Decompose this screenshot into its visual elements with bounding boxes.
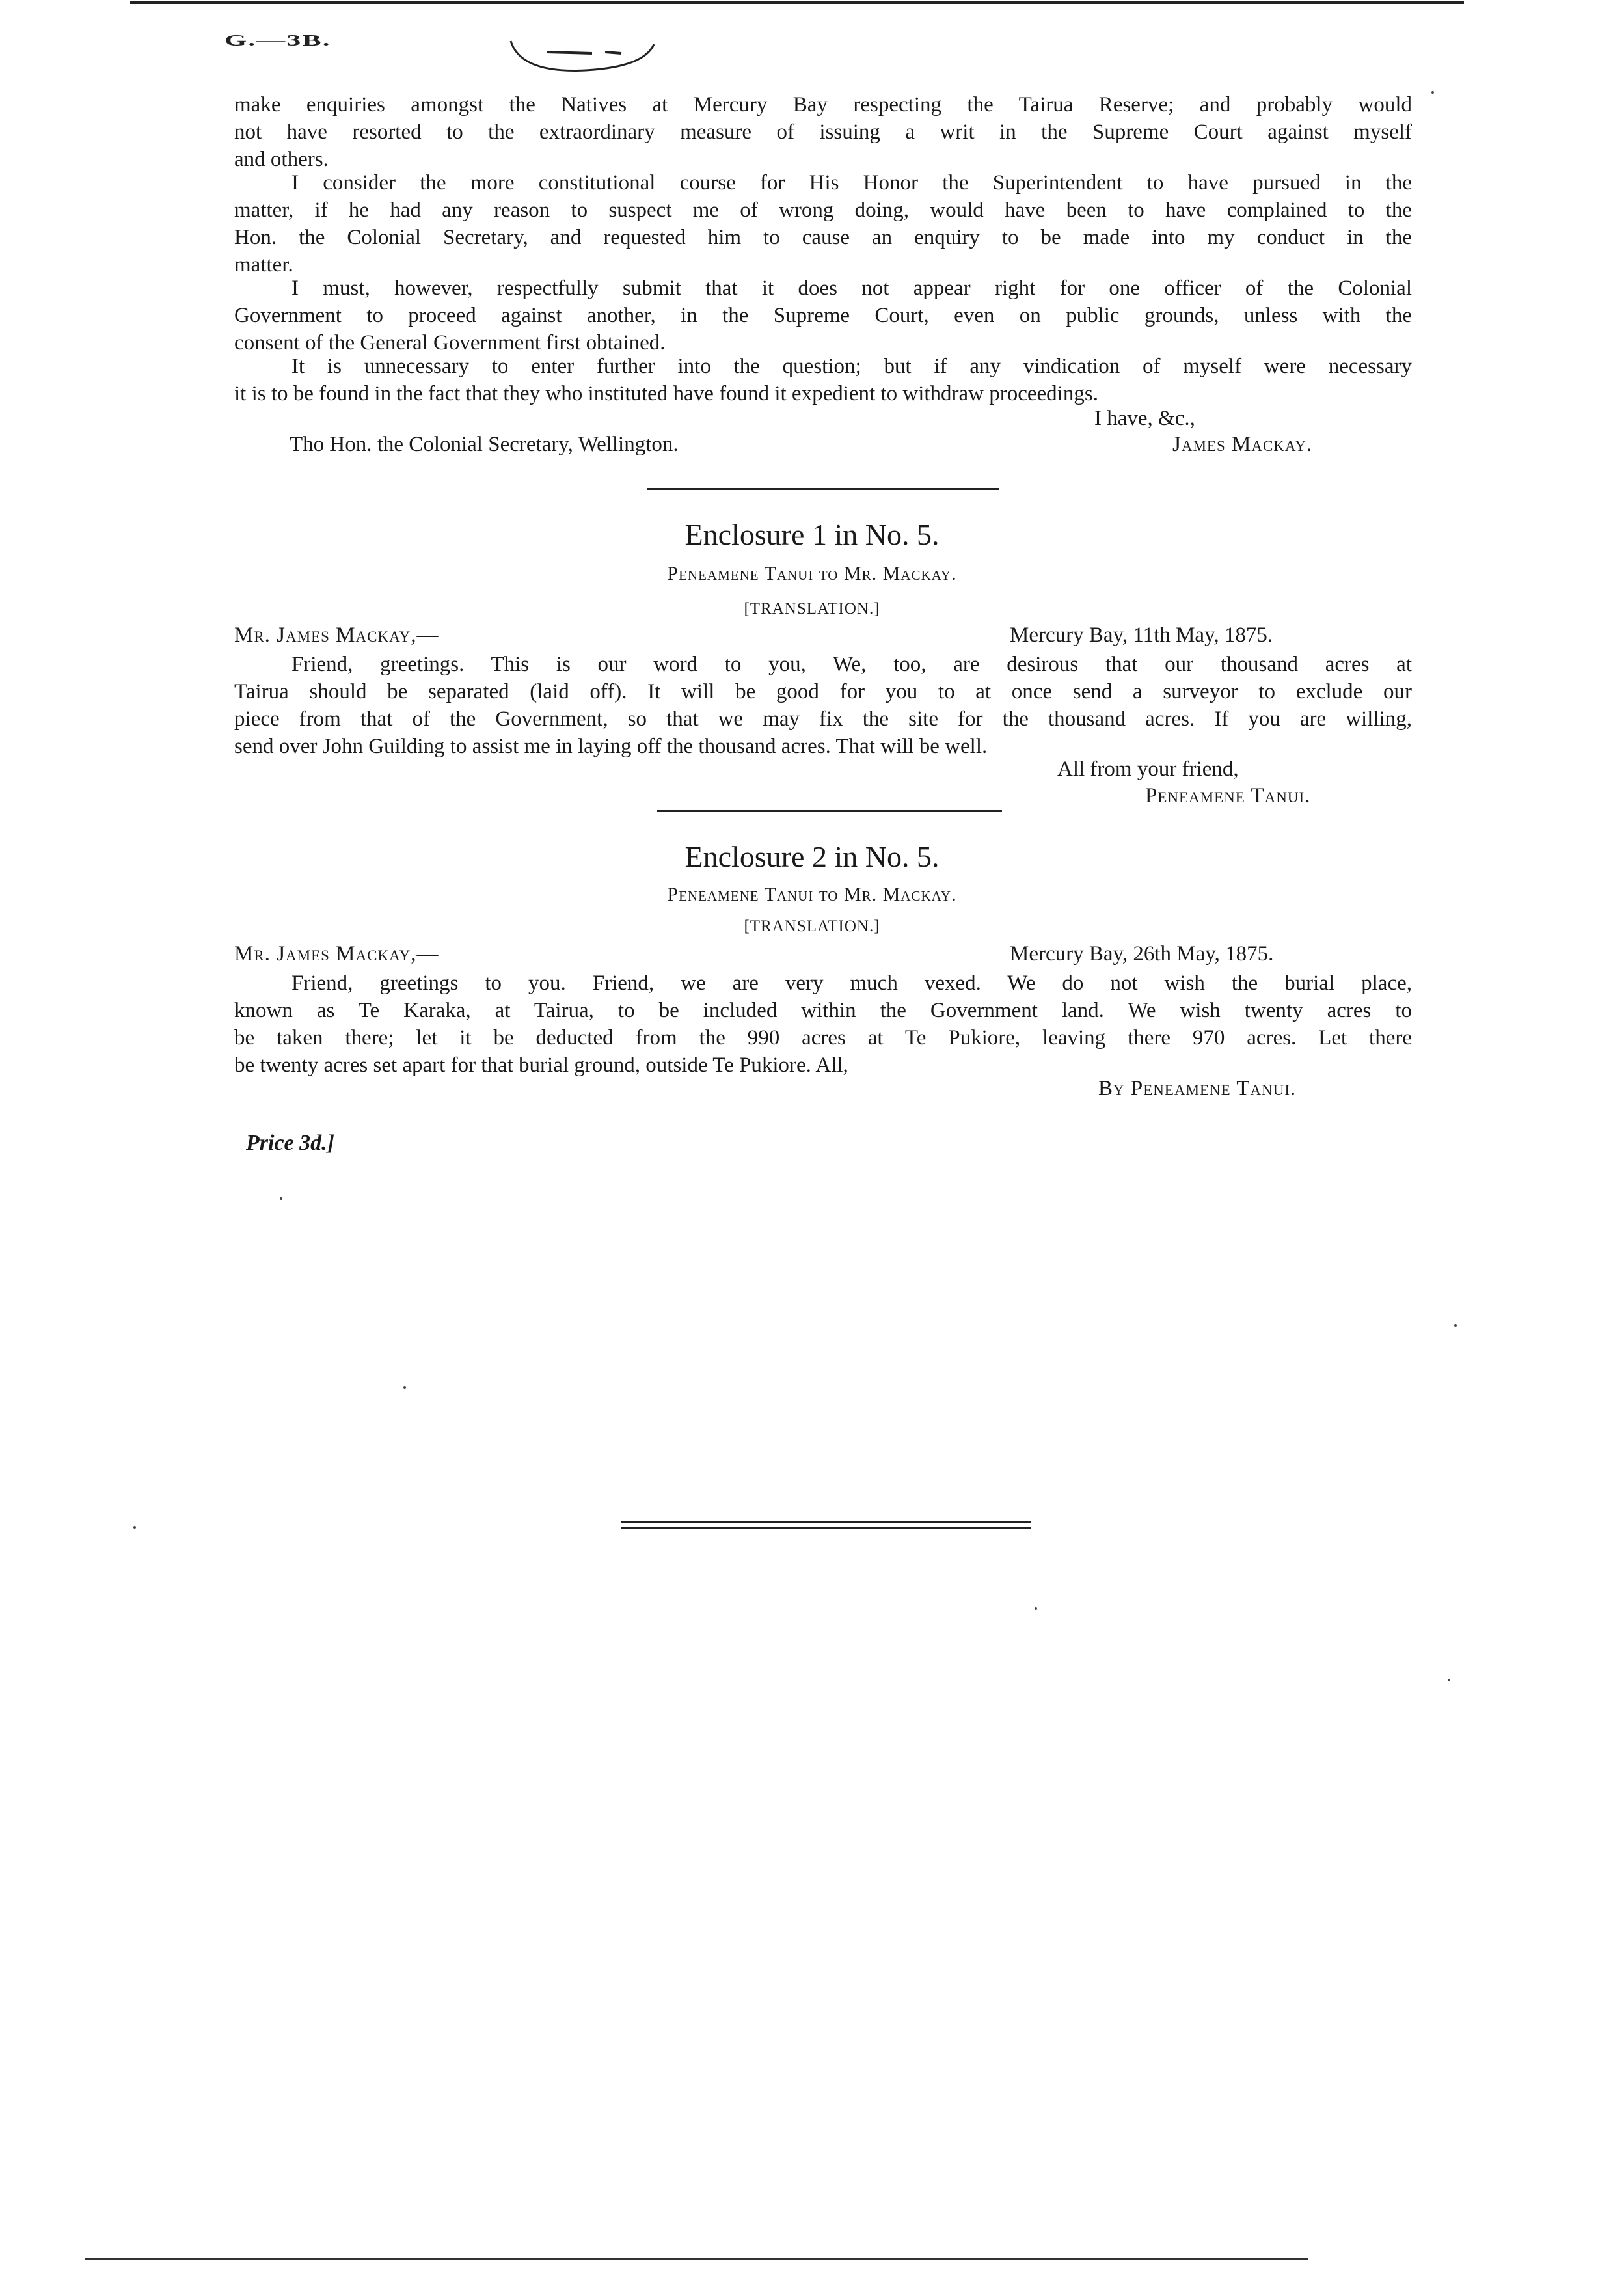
letter-addressee: Tho Hon. the Colonial Secretary, Wellington. [290, 433, 679, 456]
enclosure-1-signature: Peneamene Tanui. [1145, 784, 1311, 808]
enclosure-2-signature: By Peneamene Tanui. [1098, 1077, 1297, 1100]
scan-speck [280, 1197, 282, 1200]
enclosure-2-subtitle: Peneamene Tanui to Mr. Mackay. [667, 884, 957, 905]
enclosure-1-salutation: Mr. James Mackay,— [234, 623, 439, 647]
bottom-edge-line [85, 2258, 1308, 2260]
letter-line: consent of the General Government first obtained. [234, 331, 666, 355]
letter-line: it is to be found in the fact that they who instituted have found it expedient to withdraw proceedings. [234, 382, 1098, 405]
top-edge-line [130, 1, 1464, 4]
enclosure-2-line: be twenty acres set apart for that burial ground, outside Te Pukiore. All, [234, 1054, 848, 1077]
letter-line: I consider the more constitutional course for His Honor the Superintendent to have pursued in the [291, 171, 1412, 195]
enclosure-1-place-date: Mercury Bay, 11th May, 1875. [1010, 623, 1273, 647]
enclosure-1-line: send over John Guilding to assist me in laying off the thousand acres. That will be well. [234, 735, 988, 758]
letter-line: Government to proceed against another, in the Supreme Court, even on public grounds, unless with the [234, 304, 1412, 327]
enclosure-1-line: Tairua should be separated (laid off). It will be good for you to at once send a surveyor to exclude our [234, 680, 1412, 703]
letter-signature: James Mackay. [1172, 433, 1313, 456]
scan-speck [403, 1386, 406, 1389]
letter-line: It is unnecessary to enter further into the question; but if any vindication of myself were necessary [291, 355, 1412, 378]
enclosure-2-line: known as Te Karaka, at Tairua, to be included within the Government land. We wish twenty acres to [234, 999, 1412, 1022]
scan-speck [133, 1526, 136, 1529]
enclosure-2-title: Enclosure 2 in No. 5. [684, 840, 940, 873]
letter-line: I must, however, respectfully submit that it does not appear right for one officer of the Colonial [291, 277, 1412, 300]
enclosure-1-translation-note: [TRANSLATION.] [744, 600, 880, 618]
end-double-rule-top [621, 1521, 1031, 1523]
letter-line: matter. [234, 253, 293, 277]
letter-line: matter, if he had any reason to suspect me of wrong doing, would have been to have complained to the [234, 198, 1412, 222]
enclosure-2-line: be taken there; let it be deducted from the 990 acres at Te Pukiore, leaving there 970 acres. Let there [234, 1026, 1412, 1050]
page-header-mark: G.—3B. [224, 31, 331, 49]
ink-flourish-mark [508, 38, 664, 77]
enclosure-1-line: Friend, greetings. This is our word to you, We, too, are desirous that our thousand acres at [291, 653, 1412, 676]
enclosure-1-title: Enclosure 1 in No. 5. [684, 518, 940, 551]
letter-line: not have resorted to the extraordinary measure of issuing a writ in the Supreme Court against myself [234, 120, 1412, 144]
enclosure-1-closing: All from your friend, [1057, 757, 1239, 781]
end-double-rule-bottom [621, 1527, 1031, 1529]
letter-closing: I have, &c., [1094, 407, 1195, 430]
enclosure-2-line: Friend, greetings to you. Friend, we are very much vexed. We do not wish the burial place, [291, 972, 1412, 995]
scan-speck [1448, 1679, 1450, 1681]
section-divider [647, 488, 999, 490]
price-note: Price 3d.] [246, 1131, 334, 1155]
letter-line: make enquiries amongst the Natives at Mercury Bay respecting the Tairua Reserve; and probably would [234, 93, 1412, 116]
scan-speck [1454, 1324, 1457, 1327]
enclosure-2-translation-note: [TRANSLATION.] [744, 918, 880, 935]
letter-line: Hon. the Colonial Secretary, and requested him to cause an enquiry to be made into my conduct in the [234, 226, 1412, 249]
enclosure-1-line: piece from that of the Government, so that we may fix the site for the thousand acres. If you are willing, [234, 707, 1412, 731]
enclosure-2-salutation: Mr. James Mackay,— [234, 942, 439, 966]
scan-speck [1431, 91, 1434, 94]
section-divider [657, 810, 1002, 812]
scan-speck [1035, 1607, 1037, 1610]
letter-line: and others. [234, 148, 329, 171]
enclosure-2-place-date: Mercury Bay, 26th May, 1875. [1010, 942, 1274, 966]
enclosure-1-subtitle: Peneamene Tanui to Mr. Mackay. [667, 563, 957, 584]
